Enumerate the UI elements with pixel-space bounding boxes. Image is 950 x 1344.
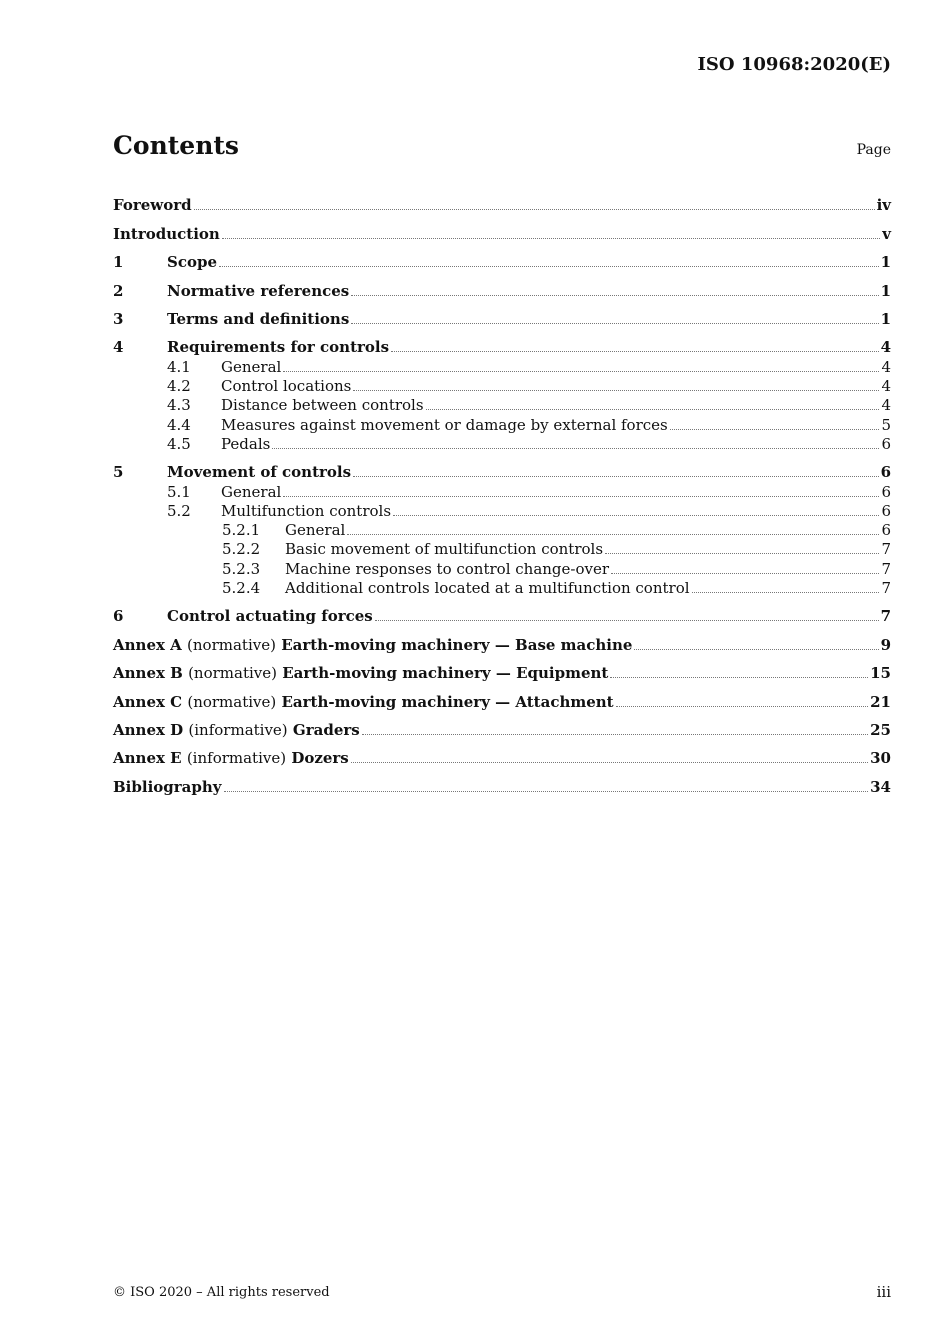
toc-entry[interactable] xyxy=(113,376,891,395)
toc-entry-title: General xyxy=(285,521,346,540)
dot-leader xyxy=(351,323,878,324)
dot-leader xyxy=(351,295,878,296)
toc-entry-number: 3 xyxy=(113,309,124,328)
toc-entry[interactable] xyxy=(113,186,891,214)
toc-entry-title: Foreword xyxy=(113,196,192,215)
dot-leader xyxy=(351,762,868,763)
toc-entry-page: iv xyxy=(876,196,891,215)
toc-entry-title: Measures against movement or damage by external forces xyxy=(221,415,668,434)
toc-entry-page: 7 xyxy=(880,607,891,626)
toc-entry-title: Requirements for controls xyxy=(167,338,390,357)
toc-entry-number: 4.3 xyxy=(167,396,191,415)
toc-entry-number: 4.2 xyxy=(167,376,191,395)
toc-entry[interactable] xyxy=(113,625,891,653)
toc-entry-page: 6 xyxy=(880,463,891,482)
toc-entry-page: 21 xyxy=(870,692,891,711)
toc-entry-page: 6 xyxy=(881,434,891,453)
toc-entry-title xyxy=(113,749,349,767)
toc-entry-number: 2 xyxy=(113,281,124,300)
dot-leader xyxy=(391,351,878,352)
toc-entry-number: 5.2.3 xyxy=(222,559,261,578)
toc-entry[interactable] xyxy=(113,214,891,242)
toc-entry[interactable] xyxy=(113,434,891,453)
dot-leader xyxy=(670,429,880,430)
annex-label: Annex C xyxy=(113,692,183,711)
toc-entry[interactable] xyxy=(113,539,891,558)
dot-leader xyxy=(605,553,879,554)
page-column-label: Page xyxy=(856,142,891,158)
toc-entry[interactable] xyxy=(113,711,891,739)
toc-entry-title xyxy=(113,693,614,711)
toc-entry[interactable] xyxy=(113,682,891,710)
toc-entry-title: Bibliography xyxy=(113,777,222,796)
toc-entry-title: Pedals xyxy=(221,434,271,453)
annex-title: Dozers xyxy=(291,749,349,768)
toc-entry-number: 5.2 xyxy=(167,501,191,520)
dot-leader xyxy=(426,409,880,410)
toc-entry-page: 30 xyxy=(870,749,891,768)
toc-entry-title xyxy=(113,664,608,682)
toc-entry-page: 1 xyxy=(880,253,891,272)
contents-title: Contents xyxy=(113,131,240,160)
annex-label: Annex E xyxy=(113,749,182,768)
annex-label: Annex A xyxy=(113,635,182,654)
toc-entry-page: 4 xyxy=(881,396,891,415)
toc-entry-page: 15 xyxy=(870,664,891,683)
toc-entry-title: Scope xyxy=(167,253,218,272)
dot-leader xyxy=(194,209,875,210)
toc-entry-title: General xyxy=(221,357,282,376)
toc-entry-title: Normative references xyxy=(167,281,350,300)
dot-leader xyxy=(222,238,880,239)
toc-entry-title: Movement of controls xyxy=(167,463,352,482)
page-number: iii xyxy=(876,1283,891,1301)
dot-leader xyxy=(219,266,879,267)
toc-entry[interactable] xyxy=(113,453,891,481)
toc-entry-title xyxy=(113,721,360,739)
toc-entry-title: Control locations xyxy=(221,376,352,395)
toc-entry-title: Machine responses to control change-over xyxy=(285,559,610,578)
toc-entry[interactable] xyxy=(113,356,891,375)
copyright-notice: © ISO 2020 – All rights reserved xyxy=(113,1285,330,1300)
toc-entry-number: 5.1 xyxy=(167,482,191,501)
toc-entry-number: 4.4 xyxy=(167,415,191,434)
dot-leader xyxy=(224,791,869,792)
dot-leader xyxy=(347,534,879,535)
toc-entry-page: 9 xyxy=(880,635,891,654)
toc-entry-page: 34 xyxy=(870,777,891,796)
toc-entry-page: 25 xyxy=(870,720,891,739)
toc-entry-page: 4 xyxy=(880,338,891,357)
toc-entry[interactable] xyxy=(113,243,891,271)
toc-entry-page: 4 xyxy=(881,357,891,376)
toc-entry-title: Multifunction controls xyxy=(221,501,392,520)
document-id: ISO 10968:2020(E) xyxy=(697,54,891,75)
toc-entry[interactable] xyxy=(113,654,891,682)
annex-type: (normative) xyxy=(187,635,276,654)
dot-leader xyxy=(353,476,879,477)
toc-entry-title: Terms and definitions xyxy=(167,309,350,328)
toc-entry[interactable] xyxy=(113,578,891,597)
toc-entry[interactable] xyxy=(113,395,891,414)
toc-entry[interactable] xyxy=(113,300,891,328)
toc-entry-number: 4 xyxy=(113,338,124,357)
toc-entry[interactable] xyxy=(113,481,891,500)
annex-label: Annex B xyxy=(113,664,183,683)
toc-entry-number: 5.2.4 xyxy=(222,579,261,597)
dot-leader xyxy=(272,448,879,449)
dot-leader xyxy=(634,649,878,650)
annex-type: (informative) xyxy=(188,720,288,739)
toc-entry-page: 1 xyxy=(880,309,891,328)
toc-entry[interactable] xyxy=(113,271,891,299)
annex-label: Annex D xyxy=(113,720,184,739)
toc-entry-number: 5.2.1 xyxy=(222,521,261,540)
annex-type: (normative) xyxy=(188,664,277,683)
dot-leader xyxy=(611,573,879,574)
toc-entry-title: Introduction xyxy=(113,224,220,243)
toc-entry[interactable] xyxy=(113,520,891,539)
toc-entry-page: 5 xyxy=(881,415,891,434)
toc-entry[interactable] xyxy=(113,597,891,625)
annex-title: Graders xyxy=(292,720,360,739)
toc-entry-page: 1 xyxy=(880,281,891,300)
toc-entry[interactable] xyxy=(113,414,891,433)
dot-leader xyxy=(375,620,879,621)
toc-entry-page: 7 xyxy=(881,579,891,597)
toc-entry-title: Distance between controls xyxy=(221,396,424,415)
toc-entry[interactable] xyxy=(113,501,891,520)
dot-leader xyxy=(283,371,879,372)
toc-entry-number: 6 xyxy=(113,607,124,626)
toc-entry-number: 4.5 xyxy=(167,434,191,453)
table-of-contents xyxy=(113,186,891,796)
toc-entry-page: v xyxy=(882,224,891,243)
toc-entry-number: 5 xyxy=(113,463,124,482)
toc-entry-title: Control actuating forces xyxy=(167,607,373,626)
dot-leader xyxy=(362,734,868,735)
dot-leader xyxy=(393,515,879,516)
toc-entry-page: 7 xyxy=(881,559,891,578)
dot-leader xyxy=(610,677,868,678)
toc-entry-title xyxy=(113,636,632,654)
dot-leader xyxy=(283,496,879,497)
toc-entry-page: 4 xyxy=(881,376,891,395)
dot-leader xyxy=(353,390,879,391)
toc-entry-page: 7 xyxy=(881,540,891,559)
toc-entry-title: Basic movement of multifunction controls xyxy=(285,540,604,559)
annex-type: (informative) xyxy=(186,749,287,768)
toc-entry-title: General xyxy=(221,482,282,501)
toc-entry-number: 1 xyxy=(113,253,124,272)
toc-entry-page: 6 xyxy=(881,482,891,501)
toc-entry-page: 6 xyxy=(881,501,891,520)
dot-leader xyxy=(692,592,880,593)
toc-entry-number: 4.1 xyxy=(167,357,191,376)
toc-entry[interactable] xyxy=(113,767,891,795)
toc-entry[interactable] xyxy=(113,328,891,356)
toc-entry-page: 6 xyxy=(881,521,891,540)
annex-type: (normative) xyxy=(187,692,277,711)
annex-title: Earth-moving machinery — Attachment xyxy=(281,692,614,711)
toc-entry-number: 5.2.2 xyxy=(222,540,261,559)
dot-leader xyxy=(616,706,869,707)
annex-title: Earth-moving machinery — Base machine xyxy=(281,635,633,654)
toc-entry[interactable] xyxy=(113,739,891,767)
toc-entry[interactable] xyxy=(113,558,891,577)
toc-entry-title: Additional controls located at a multifunction control xyxy=(285,579,690,597)
annex-title: Earth-moving machinery — Equipment xyxy=(282,664,609,683)
